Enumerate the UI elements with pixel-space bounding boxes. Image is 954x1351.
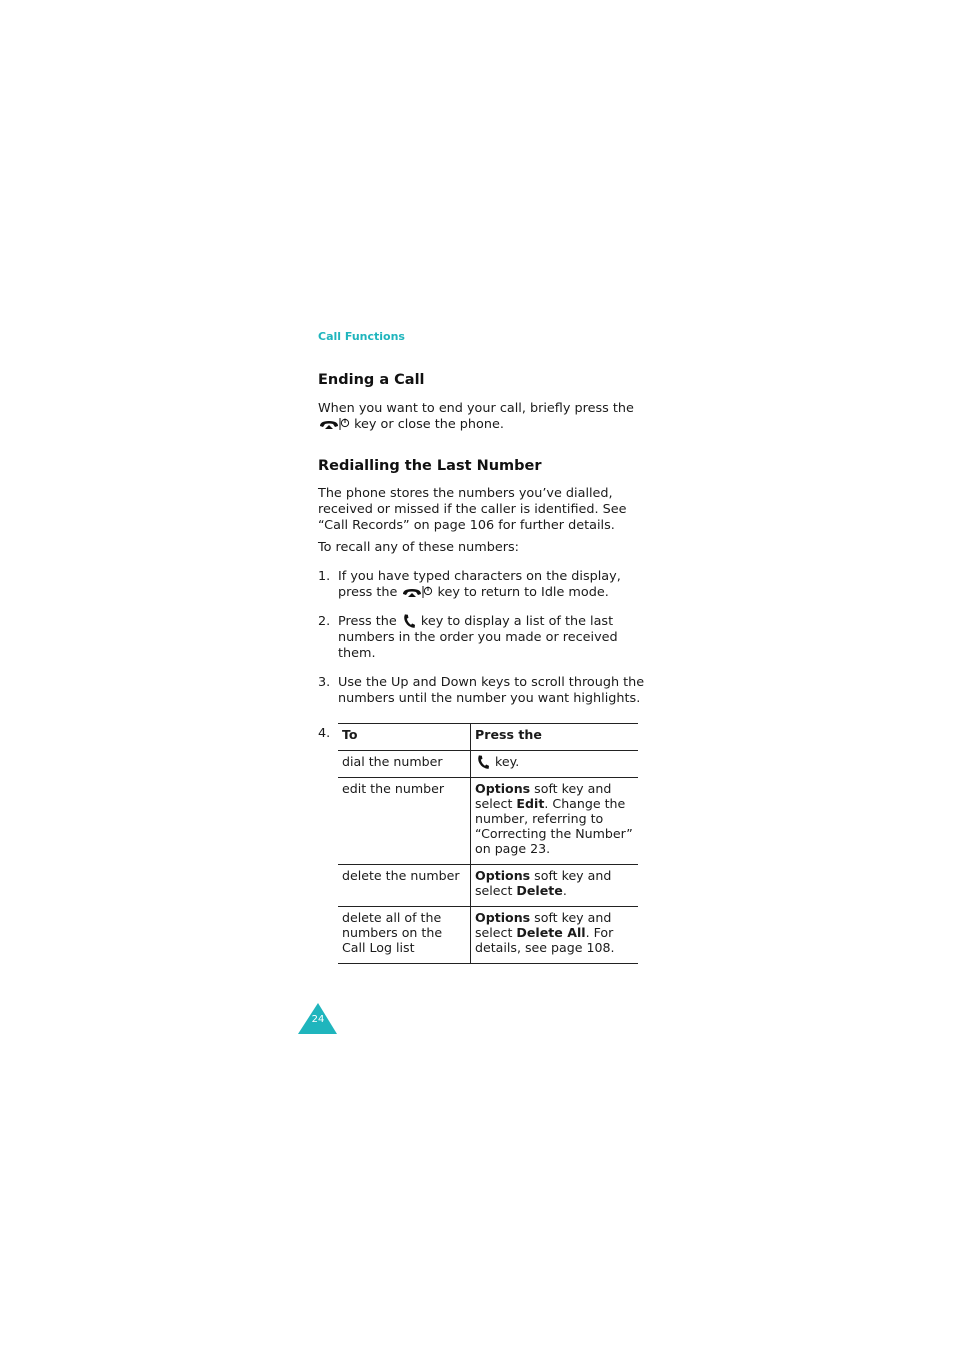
step-line: numbers until the number you want highlights. (338, 691, 641, 706)
ending-line-1: When you want to end your call, briefly press the (318, 401, 634, 416)
heading-redialling: Redialling the Last Number (318, 458, 542, 474)
table-row (338, 778, 638, 865)
redial-intro-line: received or missed if the caller is identified. See (318, 502, 627, 517)
step-number: 2. (318, 614, 331, 629)
send-key-icon (401, 614, 417, 628)
step-line: If you have typed characters on the display, (338, 569, 621, 584)
key-table (338, 723, 638, 964)
step-text (338, 569, 638, 601)
recall-text: To recall any of these numbers: (318, 540, 519, 555)
redial-intro-line: The phone stores the numbers you’ve dialled, (318, 486, 613, 501)
step-line: numbers in the order you made or received (338, 630, 618, 645)
table-cell-press (471, 778, 639, 865)
table-cell-text: . For details, see page 108. (475, 925, 615, 955)
table-row (338, 865, 638, 907)
step-1 (318, 569, 648, 603)
step-line: them. (338, 646, 376, 661)
bold-term: Options (475, 781, 531, 796)
table-cell-text: . (562, 883, 567, 898)
heading-ending-a-call: Ending a Call (318, 372, 425, 388)
table-cell-to: delete all of the numbers on the Call Log list (338, 907, 471, 964)
table-header-to: To (338, 724, 471, 751)
step-line (338, 614, 638, 630)
step-text-part: press the (338, 585, 398, 600)
step-text-part: Press the (338, 614, 397, 629)
table-cell-text: key. (495, 754, 520, 769)
table-row (338, 751, 638, 778)
ending-after-icon-text: key or close the phone. (354, 417, 504, 432)
step-line (338, 585, 638, 601)
table-cell-to: edit the number (338, 778, 471, 865)
send-key-icon (475, 755, 491, 769)
bold-term: Edit (516, 796, 545, 811)
section-label: Call Functions (318, 330, 405, 343)
ending-line-2 (318, 417, 648, 433)
table-header-press: Press the (471, 724, 639, 751)
table-cell-text: soft key and select (475, 910, 612, 940)
table-cell-press (471, 907, 639, 964)
page-number-badge (298, 1003, 338, 1035)
step-text (338, 675, 658, 707)
table-cell-press (471, 865, 639, 907)
redial-intro (318, 486, 648, 534)
bold-term: Options (475, 910, 531, 925)
end-power-key-icon (401, 585, 433, 599)
table-row (338, 907, 638, 964)
step-number: 1. (318, 569, 331, 584)
step-3 (318, 675, 658, 709)
step-number: 3. (318, 675, 331, 690)
table-cell-to: dial the number (338, 751, 471, 778)
ending-paragraph (318, 401, 648, 433)
step-4-number: 4. (318, 726, 331, 741)
page-number: 24 (311, 1014, 325, 1025)
table-header-row (338, 724, 638, 751)
step-line: Use the Up and Down keys to scroll through the (338, 675, 645, 690)
bold-term: Options (475, 868, 531, 883)
redial-intro-line: “Call Records” on page 106 for further details. (318, 518, 615, 533)
table-cell-text: soft key and select (475, 781, 612, 811)
bold-term: Delete All (516, 925, 586, 940)
step-2 (318, 614, 648, 664)
table-cell-to: delete the number (338, 865, 471, 907)
step-text-part: key to display a list of the last (420, 614, 614, 629)
table-cell-text: soft key and select (475, 868, 612, 898)
step-text-part: key to return to Idle mode. (437, 585, 609, 600)
step-text (338, 614, 638, 662)
bold-term: Delete (516, 883, 563, 898)
end-power-key-icon (318, 417, 350, 431)
table-cell-press (471, 751, 639, 778)
table-cell-text: . Change the number, referring to “Correcting the Number” on page 23. (475, 796, 633, 856)
